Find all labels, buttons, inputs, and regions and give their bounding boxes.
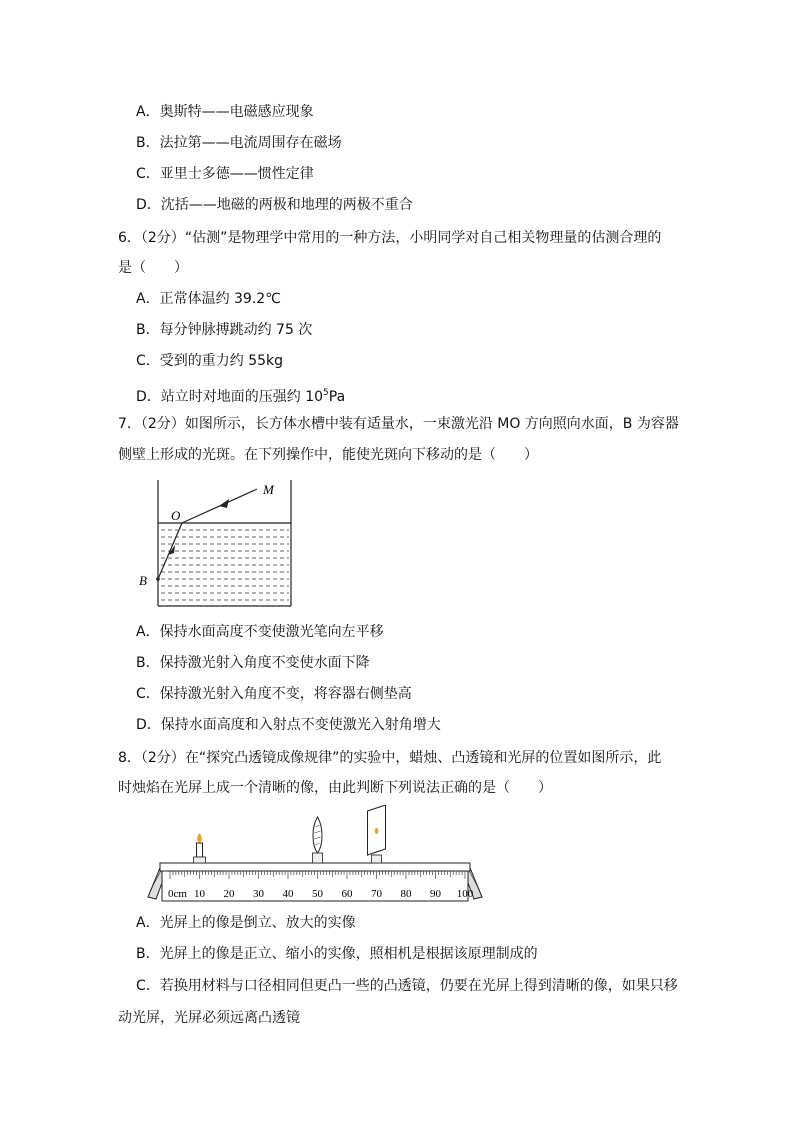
screen-image-spot [375, 828, 379, 834]
ruler-label: 50 [312, 888, 323, 900]
q7-option-c: C．保持激光射入角度不变，将容器右侧垫高 [136, 686, 412, 702]
q5-option-a: A．奥斯特——电磁感应现象 [136, 104, 314, 120]
q8-stem-line1: 8．（2分）在“探究凸透镜成像规律”的实验中，蜡烛、凸透镜和光屏的位置如图所示，此 [118, 750, 662, 766]
q8-option-a: A．光屏上的像是倒立、放大的实像 [136, 915, 356, 931]
q7-stem-line1: 7．（2分）如图所示，长方体水槽中装有适量水，一束激光沿 MO 方向照向水面，B 为容器 [118, 416, 679, 432]
label-o: O [171, 508, 181, 523]
convex-lens [313, 817, 323, 863]
q7-stem-line2: 侧壁上形成的光斑。在下列操作中，能使光斑向下移动的是（ ） [118, 447, 538, 463]
q6-option-d-unit: Pa [328, 389, 346, 405]
bench-rail-top [160, 863, 470, 871]
light-spot-b [156, 577, 160, 581]
q6-stem-line2: 是（ ） [118, 260, 188, 276]
ruler-label: 80 [400, 888, 412, 900]
label-b: B [139, 573, 147, 588]
q6-option-c: C．受到的重力约 55kg [136, 353, 284, 369]
candle [194, 833, 206, 863]
q6-option-d [136, 383, 345, 407]
ruler-label: 30 [253, 888, 264, 900]
label-m: M [263, 482, 274, 497]
q6-option-b: B．每分钟脉搏跳动约 75 次 [136, 322, 313, 338]
ruler-label: 70 [371, 888, 382, 900]
q8-option-b: B．光屏上的像是正立、缩小的实像，照相机是根据该原理制成的 [136, 946, 538, 962]
q7-option-b: B．保持激光射入角度不变使水面下降 [136, 655, 370, 671]
q6-stem-line1: 6．（2分）“估测”是物理学中常用的一种方法，小明同学对自己相关物理量的估测合理的 [118, 230, 662, 246]
q8-optical-bench-figure [140, 805, 490, 907]
ruler-label: 40 [282, 888, 294, 900]
ruler-label: 100 [456, 888, 474, 900]
q8-stem-line2: 时烛焰在光屏上成一个清晰的像，由此判断下列说法正确的是（ ） [118, 780, 552, 796]
q6-option-a: A．正常体温约 39.2℃ [136, 291, 281, 307]
ruler-label: 20 [223, 888, 235, 900]
ruler-label: 60 [341, 888, 353, 900]
q6-option-d-prefix: D．站立时对地面的压强约 10 [136, 389, 324, 405]
water-hatching [161, 530, 289, 600]
ruler-label: 90 [430, 888, 441, 900]
ruler-label: 10 [194, 888, 205, 900]
q7-water-tank-figure [135, 475, 305, 615]
q5-option-c: C．亚里士多德——惯性定律 [136, 166, 314, 182]
q6-option-d-exponent: 5 [323, 388, 329, 398]
q7-option-d: D．保持水面高度和入射点不变使激光入射角增大 [136, 717, 441, 733]
ruler-label: 0cm [168, 888, 187, 900]
q8-option-c-line2: 动光屏，光屏必须远离凸透镜 [118, 1010, 300, 1026]
candle-flame [197, 833, 202, 843]
incident-ray-arrow [219, 499, 229, 508]
q5-option-d: D．沈括——地磁的两极和地理的两极不重合 [136, 197, 413, 213]
q5-option-b: B．法拉第——电流周围存在磁场 [136, 135, 342, 151]
light-screen [368, 805, 386, 863]
q7-option-a: A．保持水面高度不变使激光笔向左平移 [136, 624, 384, 640]
q8-option-c-line1: C．若换用材料与口径相同但更凸一些的凸透镜，仍要在光屏上得到清晰的像，如果只移 [136, 978, 678, 994]
